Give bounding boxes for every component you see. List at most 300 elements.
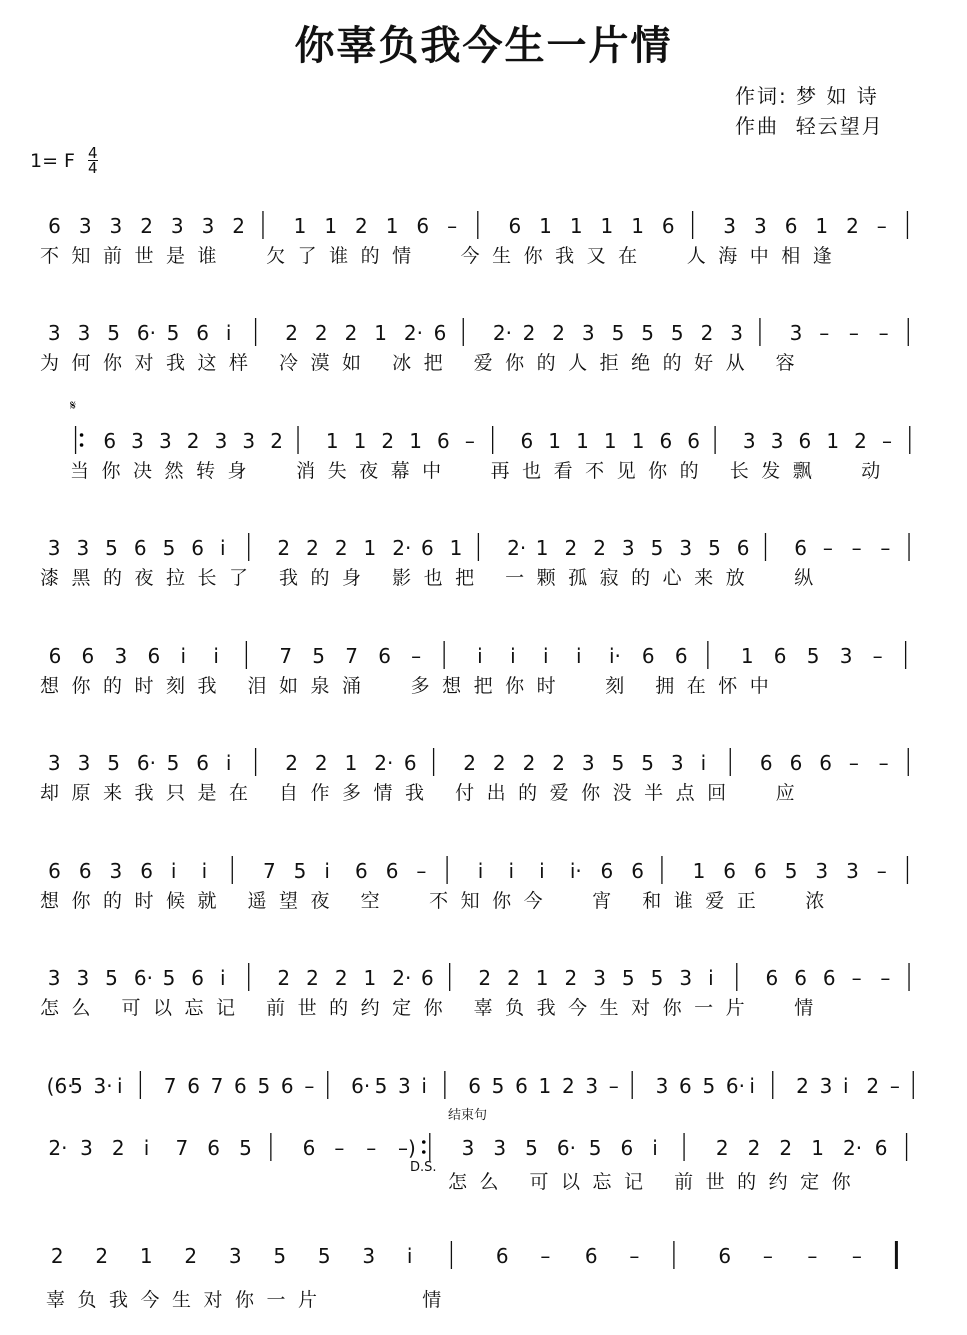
note: 2· (48, 1136, 68, 1160)
note: 2 (306, 536, 319, 560)
note: 1 (344, 751, 358, 775)
note: 6 (78, 859, 92, 883)
note: 1 (324, 214, 338, 238)
lyric-line: 怎么 可以忘记 前世的约定你 (448, 1171, 864, 1193)
note: 5 (105, 966, 118, 990)
note: 5 (708, 536, 721, 560)
notation-line (0, 742, 967, 782)
note: 2 (95, 1244, 109, 1268)
note: 2 (564, 536, 578, 560)
note: 2 (854, 429, 867, 453)
note: 6 (687, 429, 701, 453)
note: 3 (621, 536, 635, 560)
lyric-line: 辜负我今生对你一片 情 (46, 1289, 454, 1311)
note: 1 (569, 214, 583, 238)
note: 3 (80, 1136, 93, 1160)
notation-line (0, 527, 967, 567)
note: – (851, 1244, 862, 1268)
music-system (0, 420, 967, 520)
note: 3 (47, 966, 61, 990)
note: 5 (107, 321, 121, 345)
note: i (225, 751, 232, 775)
note: 6 (736, 536, 750, 560)
lyric-line: 不知前世是谁 欠了谁的情 今生你我又在 人海中相逢 (40, 245, 845, 267)
note: 1 (139, 1244, 153, 1268)
time-signature-bottom: 4 (88, 159, 98, 177)
notation-line (0, 1127, 967, 1167)
note: i (543, 644, 549, 668)
note: 2 (522, 321, 536, 345)
note: 6 (433, 321, 447, 345)
note: i (220, 966, 226, 990)
notation-line (0, 205, 967, 245)
note: i· (569, 859, 582, 883)
note: 6 (661, 214, 675, 238)
note: 7 (262, 859, 276, 883)
note: i (421, 1074, 427, 1098)
note: i (510, 644, 516, 668)
note: 7 (345, 644, 358, 668)
music-system (0, 742, 967, 842)
note: 3 (158, 429, 172, 453)
note: 6 (48, 859, 61, 883)
note: i (539, 859, 545, 883)
note: 6 (191, 536, 205, 560)
note: 2 (747, 1136, 761, 1160)
note: 1 (363, 536, 377, 560)
note: 6 (403, 751, 417, 775)
note: 1 (631, 214, 644, 238)
note: – (416, 859, 427, 883)
time-signature-top: 4 (88, 144, 98, 162)
music-system (0, 1235, 967, 1335)
note: 2 (463, 751, 477, 775)
note: 3 (846, 859, 859, 883)
note: 6 (468, 1074, 481, 1098)
note: 6· (133, 966, 153, 990)
note: 3· (93, 1074, 113, 1098)
note: 2 (522, 751, 536, 775)
note: 6 (773, 644, 787, 668)
note: 6 (794, 536, 807, 560)
note: 6 (822, 966, 836, 990)
note: 3 (819, 1074, 833, 1098)
note: i (652, 1136, 658, 1160)
note: 3 (109, 214, 123, 238)
note: – (304, 1074, 315, 1098)
note: 3 (581, 751, 595, 775)
note: 2 (552, 751, 566, 775)
note: 2 (184, 1244, 198, 1268)
note: 2 (846, 214, 859, 238)
note: 2 (507, 966, 520, 990)
note: 7 (279, 644, 293, 668)
note: 2 (285, 751, 299, 775)
note: 6 (187, 1074, 200, 1098)
note: 6 (584, 1244, 598, 1268)
note: 3 (214, 429, 228, 453)
note: 5 (105, 536, 118, 560)
note: – (878, 321, 889, 345)
note: i (220, 536, 226, 560)
note: 6 (420, 536, 434, 560)
note: – (762, 1244, 773, 1268)
note: 2 (355, 214, 368, 238)
note: 6 (234, 1074, 247, 1098)
note: 3 (76, 536, 90, 560)
note: 6 (765, 966, 779, 990)
note: 1 (811, 1136, 824, 1160)
notation-line (0, 1235, 967, 1275)
note: i· (608, 644, 621, 668)
note: 5 (166, 321, 180, 345)
lyric-line: 怎么 可以忘记 前世的约定你 辜负我今生对你一片 情 (40, 997, 826, 1019)
music-system (0, 850, 967, 950)
note: 6· (556, 1136, 577, 1160)
note: 2 (314, 751, 328, 775)
note: i (201, 859, 208, 883)
note: i (477, 859, 484, 883)
note: 6 (385, 859, 399, 883)
note: 2 (492, 751, 506, 775)
note: i (225, 321, 232, 345)
note: – (540, 1244, 551, 1268)
segno-sign: 𝄋 (70, 398, 77, 414)
note: 3 (398, 1074, 411, 1098)
note: 2 (306, 966, 319, 990)
note: 2 (381, 429, 395, 453)
note: 5 (621, 966, 635, 990)
note: – (876, 214, 887, 238)
note: 2 (277, 536, 291, 560)
note: 2 (314, 321, 328, 345)
note: 6 (495, 1244, 509, 1268)
note: 6 (789, 751, 803, 775)
note: 5 (239, 1136, 252, 1160)
note: 5 (491, 1074, 505, 1098)
note: 2 (561, 1074, 575, 1098)
music-system (0, 635, 967, 735)
note: 6 (355, 859, 368, 883)
note: 1 (535, 536, 549, 560)
note: 1 (826, 429, 840, 453)
repeat-dot (80, 433, 84, 437)
note: 6 (754, 859, 767, 883)
note: 5 (588, 1136, 602, 1160)
note: 2 (334, 966, 348, 990)
music-system (0, 312, 967, 412)
note: 5 (784, 859, 798, 883)
note: (6· (46, 1074, 74, 1098)
note: 2· (392, 536, 412, 560)
note: 6 (874, 1136, 888, 1160)
note: 5 (70, 1074, 83, 1098)
note: 3 (493, 1136, 507, 1160)
repeat-dot (422, 1150, 426, 1154)
note: 5 (641, 751, 655, 775)
note: 1 (539, 214, 552, 238)
note: – (608, 1074, 619, 1098)
note: i (576, 644, 582, 668)
note: 1 (363, 966, 377, 990)
note: 3 (461, 1136, 475, 1160)
note: – (629, 1244, 640, 1268)
note: 5 (650, 966, 664, 990)
note: 6 (416, 214, 430, 238)
notation-line (0, 635, 967, 675)
note: – (881, 429, 892, 453)
note: 3 (201, 214, 215, 238)
note: –) (398, 1136, 416, 1160)
note: 6 (420, 966, 434, 990)
note: 6 (674, 644, 688, 668)
note: 6 (207, 1136, 221, 1160)
note: 5 (670, 321, 684, 345)
note: 3 (593, 966, 606, 990)
note: 3 (815, 859, 829, 883)
note: i (700, 751, 707, 775)
note: 2 (866, 1074, 880, 1098)
notation-line (0, 1065, 967, 1105)
note: 3 (730, 321, 744, 345)
note: 2 (270, 429, 283, 453)
note: 6 (600, 859, 614, 883)
note: 6 (140, 859, 153, 883)
note: 1 (353, 429, 367, 453)
note: i (508, 859, 515, 883)
repeat-dot (80, 443, 84, 447)
note: 5 (374, 1074, 388, 1098)
note: 3 (47, 536, 61, 560)
note: 2· (492, 321, 513, 345)
note: 5 (650, 536, 664, 560)
note: 6 (280, 1074, 294, 1098)
note: 3 (770, 429, 784, 453)
note: 1 (740, 644, 754, 668)
note: – (447, 214, 458, 238)
note: 5 (611, 751, 625, 775)
note: 1 (631, 429, 645, 453)
note: 5 (317, 1244, 331, 1268)
note: – (880, 536, 891, 560)
note: 3 (77, 321, 91, 345)
note: – (889, 1074, 900, 1098)
note: 2 (232, 214, 246, 238)
lyric-line: 当你决然转身 消失夜幕中 再也看不见你的 长发飘 动 (70, 460, 893, 482)
note: 2 (285, 321, 299, 345)
note: 3 (170, 214, 184, 238)
note: 3 (47, 751, 61, 775)
note: 1 (409, 429, 422, 453)
note: 6· (136, 751, 157, 775)
notation-line (0, 420, 967, 460)
note: 6 (103, 429, 117, 453)
note: 3 (723, 214, 737, 238)
note: 6 (784, 214, 798, 238)
note: 5 (312, 644, 326, 668)
note: 5 (611, 321, 625, 345)
note: – (851, 536, 862, 560)
note: 2 (277, 966, 291, 990)
note: 3 (242, 429, 256, 453)
notation-line (0, 850, 967, 890)
note: 2 (140, 214, 153, 238)
note: 2 (334, 536, 348, 560)
note: 3 (78, 214, 92, 238)
music-system (0, 205, 967, 305)
note: 2 (50, 1244, 64, 1268)
note: 2· (843, 1136, 863, 1160)
note: 1 (600, 214, 614, 238)
note: 3 (131, 429, 144, 453)
note: 1 (692, 859, 706, 883)
lyricist-credit: 作词: 梦 如 诗 (735, 84, 879, 108)
note: 6 (641, 644, 655, 668)
note: 5 (641, 321, 655, 345)
note: 6· (351, 1074, 371, 1098)
song-title: 你辜负我今生一片情 (294, 22, 673, 69)
note: 5 (702, 1074, 716, 1098)
note: 2 (779, 1136, 793, 1160)
note: i (708, 966, 714, 990)
repeat-dot (422, 1140, 426, 1144)
note: 6 (378, 644, 391, 668)
note: i (180, 644, 187, 668)
note: 5 (162, 966, 176, 990)
note: i (213, 644, 219, 668)
note: – (880, 966, 891, 990)
lyric-line: 却原来我只是在 自作多情我 付出的爱你没半点回 应 (40, 782, 808, 804)
note: i (324, 859, 330, 883)
lyric-line: 想你的时候就 遥望夜 空 不知你今 宵 和谁爱正 浓 (40, 890, 837, 912)
note: 1 (385, 214, 399, 238)
note: – (848, 751, 859, 775)
note: 2 (593, 536, 606, 560)
note: 6 (196, 751, 210, 775)
note: 2 (111, 1136, 125, 1160)
note: 1 (325, 429, 339, 453)
note: – (366, 1136, 377, 1160)
note: 6 (723, 859, 737, 883)
note: – (807, 1244, 818, 1268)
note: 7 (163, 1074, 177, 1098)
music-system (0, 1127, 967, 1227)
note: i (477, 644, 483, 668)
note: i (116, 1074, 123, 1098)
note: 5 (257, 1074, 271, 1098)
note: 6 (508, 214, 522, 238)
note: – (878, 751, 889, 775)
note: 3 (77, 751, 91, 775)
note: 6 (798, 429, 812, 453)
note: 3 (228, 1244, 242, 1268)
note: 5 (166, 751, 180, 775)
note: 6 (133, 536, 147, 560)
note: 6 (191, 966, 205, 990)
note: 6 (81, 644, 95, 668)
note: 5 (273, 1244, 287, 1268)
note: 6· (725, 1074, 745, 1098)
note: – (872, 644, 883, 668)
note: 6 (659, 429, 673, 453)
note: 6 (302, 1136, 316, 1160)
note: – (848, 321, 859, 345)
note: 2 (796, 1074, 809, 1098)
note: – (464, 429, 475, 453)
note: 2· (403, 321, 424, 345)
note: 3 (76, 966, 90, 990)
note: 5 (293, 859, 307, 883)
note: – (819, 321, 830, 345)
note: 3 (742, 429, 756, 453)
note: 1 (535, 966, 549, 990)
note: 6 (759, 751, 773, 775)
note: 2· (392, 966, 412, 990)
note: 6 (631, 859, 644, 883)
note: 2 (186, 429, 200, 453)
note: – (876, 859, 887, 883)
note: 2 (564, 966, 578, 990)
note: i (143, 1136, 150, 1160)
key-signature: 1= F (30, 150, 75, 172)
note: 2 (715, 1136, 729, 1160)
notation-line (0, 312, 967, 352)
note: 1 (815, 214, 829, 238)
time-signature (88, 146, 98, 175)
note: 5 (525, 1136, 538, 1160)
note: 6 (48, 644, 62, 668)
note: 6 (196, 321, 210, 345)
composer-credit: 作曲 轻云望月 (735, 114, 884, 138)
music-system (0, 527, 967, 627)
lyric-line: 想你的时刻我 泪如泉涌 多想把你时 刻 拥在怀中 (40, 675, 782, 697)
lyric-line: 为何你对我这样 冷漠如 冰把 爱你的人拒绝的好从 容 (40, 352, 808, 374)
lyric-line: 漆黑的夜拉长了 我的身 影也把 一颗孤寂的心来放 纵 (40, 567, 826, 589)
note: 6· (136, 321, 157, 345)
note: 1 (576, 429, 589, 453)
note: 3 (581, 321, 595, 345)
note: 7 (210, 1074, 224, 1098)
note: 6 (794, 966, 807, 990)
note: 2 (552, 321, 566, 345)
note: 1 (603, 429, 617, 453)
note: 1 (374, 321, 388, 345)
note: i (843, 1074, 849, 1098)
note: 2 (478, 966, 492, 990)
note: 6 (620, 1136, 634, 1160)
ending-label: 结束句 (448, 1108, 488, 1123)
note: 3 (655, 1074, 669, 1098)
note: 6 (437, 429, 450, 453)
note: 6 (718, 1244, 732, 1268)
note: 6 (819, 751, 833, 775)
note: 1 (449, 536, 463, 560)
note: – (822, 536, 833, 560)
note: 2 (344, 321, 358, 345)
note: 2· (507, 536, 527, 560)
note: 5 (162, 536, 176, 560)
note: 5 (806, 644, 820, 668)
note: 3 (789, 321, 803, 345)
note: 7 (175, 1136, 189, 1160)
note: 6 (515, 1074, 528, 1098)
note: i (749, 1074, 755, 1098)
note: 3 (839, 644, 853, 668)
note: 1 (293, 214, 307, 238)
note: i (406, 1244, 413, 1268)
note: 6 (48, 214, 61, 238)
ds-label: D.S. (410, 1160, 437, 1175)
